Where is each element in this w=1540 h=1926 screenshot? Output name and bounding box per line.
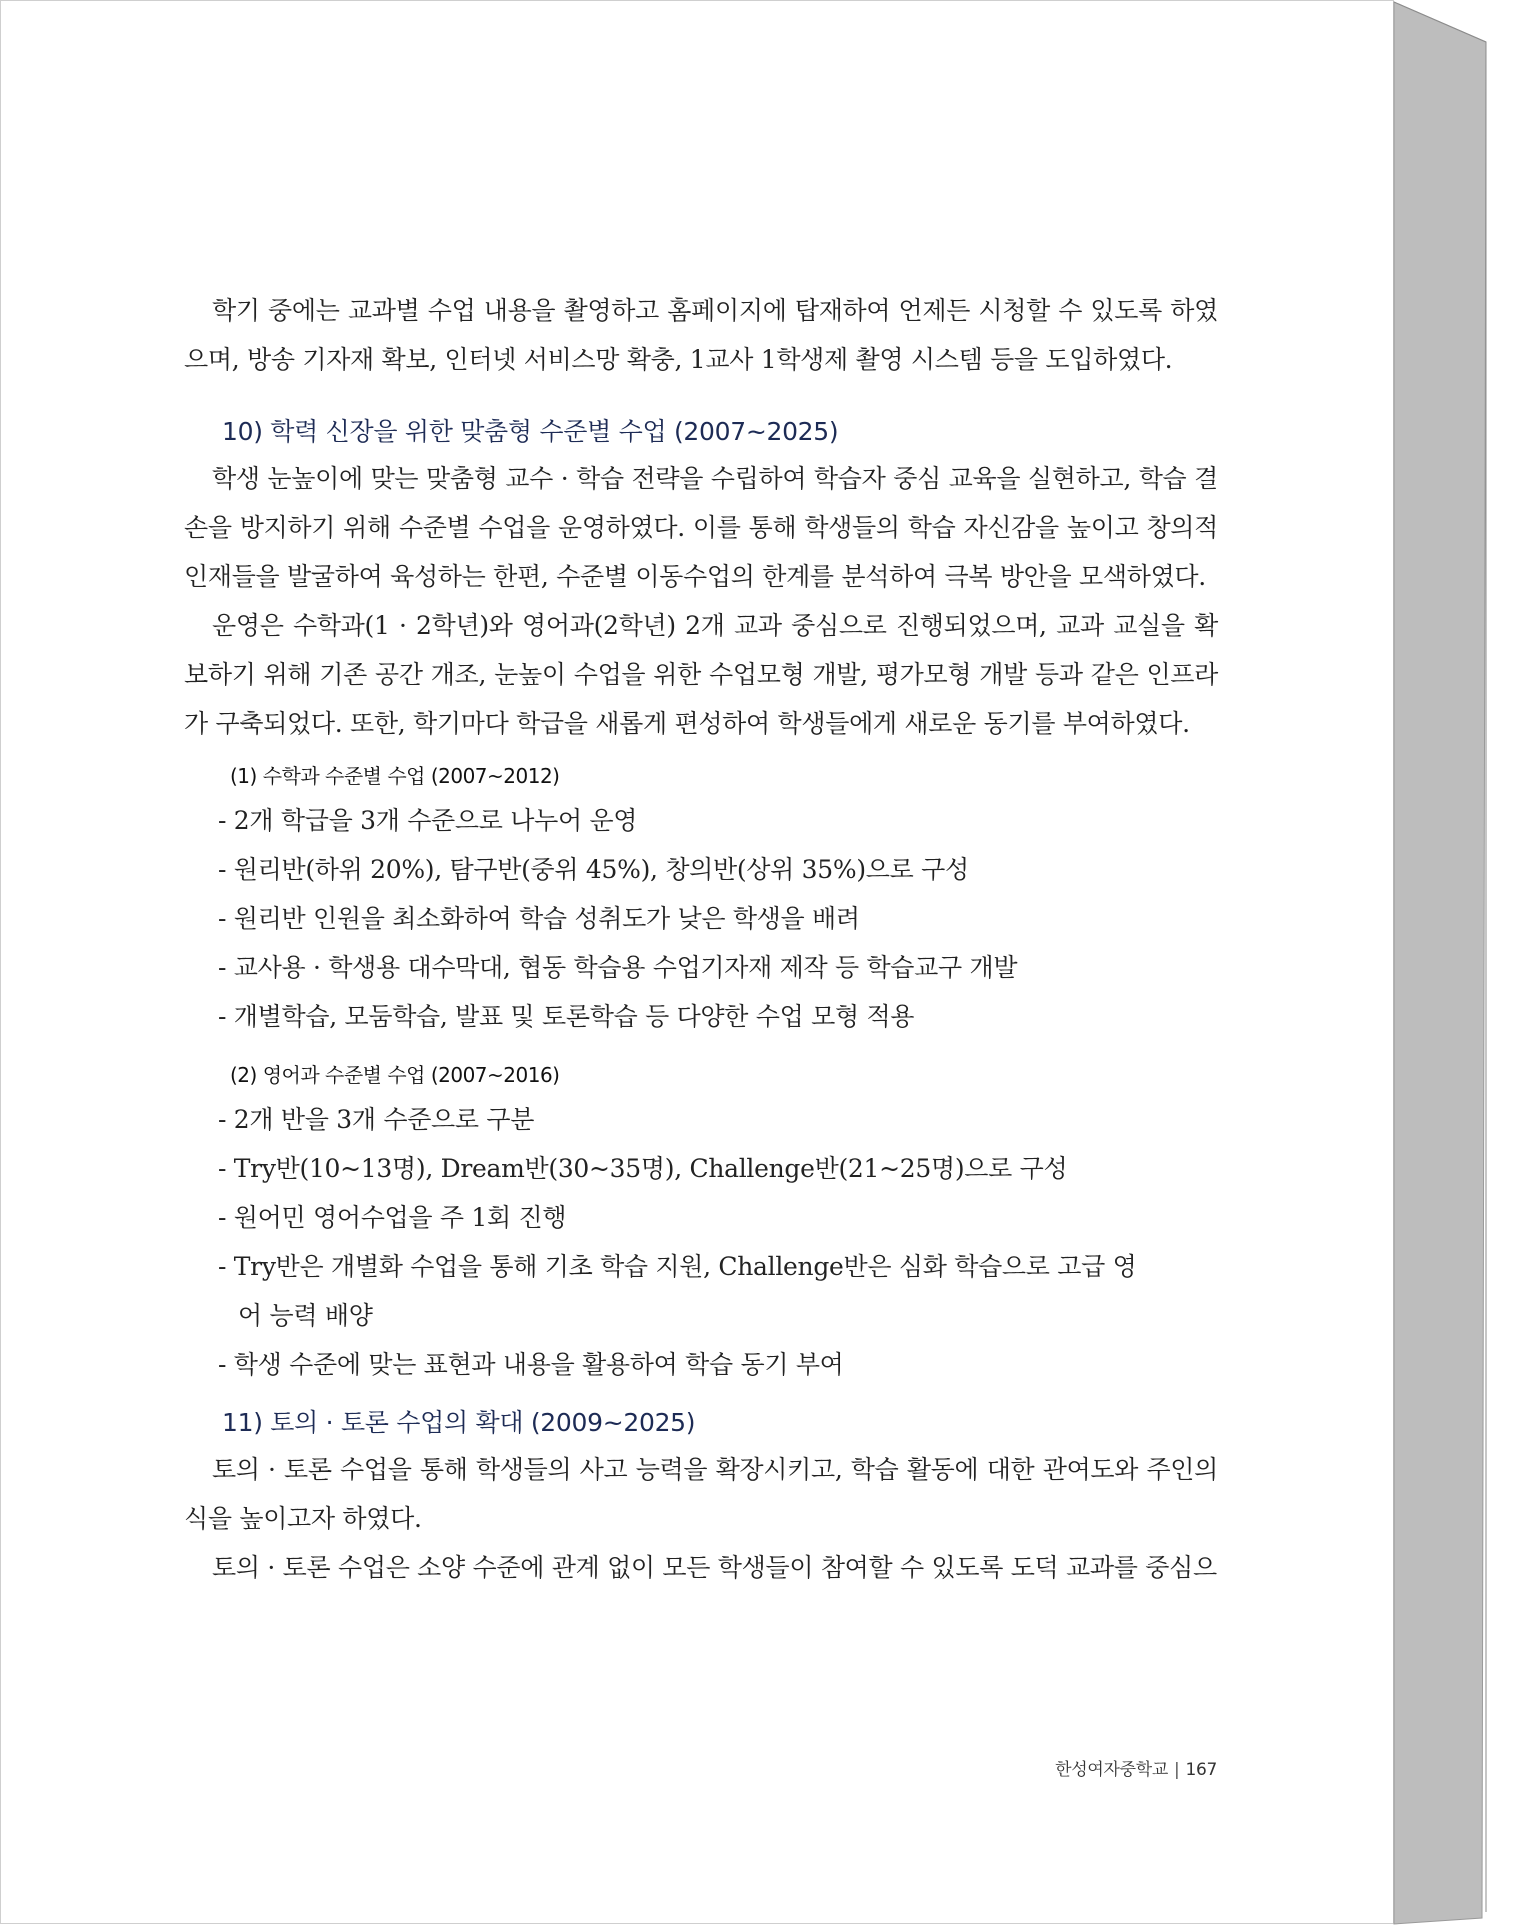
- page-content: [184, 286, 1218, 1592]
- list-item: - Try반(10~13명), Dream반(30~35명), Challenge반(21~25명)으로 구성: [218, 1154, 1068, 1183]
- list-item: - 교사용 · 학생용 대수막대, 협동 학습용 수업기자재 제작 등 학습교구 개발: [218, 953, 1018, 982]
- subsection-math-heading: (1) 수학과 수준별 수업 (2007~2012): [230, 764, 560, 788]
- subsection-english-heading: (2) 영어과 수준별 수업 (2007~2016): [230, 1063, 560, 1087]
- list-item: - Try반은 개별화 수업을 통해 기초 학습 지원, Challenge반은 심화 학습으로 고급 영어 능력 배양: [218, 1252, 1137, 1330]
- section-10-paragraph: 학생 눈높이에 맞는 맞춤형 교수 · 학습 전략을 수립하여 학습자 중심 교육을 실현하고, 학습 결손을 방지하기 위해 수준별 수업을 운영하였다. 이를 통해 학생들의 학습 자신감을 높이고 창의적 인재들을 발굴하여 육성하는 한편, 수준별 이동수업의 한계를 분석하여 극복 방안을 모색하였다.: [184, 464, 1218, 591]
- list-item: - 원리반 인원을 최소화하여 학습 성취도가 낮은 학생을 배려: [218, 904, 860, 933]
- section-11-heading: 11) 토의 · 토론 수업의 확대 (2009~2025): [222, 1408, 696, 1437]
- footer-school-name: 한성여자중학교: [1055, 1760, 1168, 1780]
- list-item: - 학생 수준에 맞는 표현과 내용을 활용하여 학습 동기 부여: [218, 1350, 844, 1379]
- intro-paragraph: 학기 중에는 교과별 수업 내용을 촬영하고 홈페이지에 탑재하여 언제든 시청할 수 있도록 하였으며, 방송 기자재 확보, 인터넷 서비스망 확충, 1교사 1학생제 촬영 시스템 등을 도입하였다.: [184, 296, 1218, 374]
- list-item: - 2개 반을 3개 수준으로 구분: [218, 1105, 535, 1134]
- list-item: - 원어민 영어수업을 주 1회 진행: [218, 1203, 567, 1232]
- book-edge-line: [1394, 2, 1486, 1912]
- book-side-panel: [1394, 2, 1486, 1924]
- section-11-paragraph: 토의 · 토론 수업은 소양 수준에 관계 없이 모든 학생들이 참여할 수 있도록 도덕 교과를 중심으: [212, 1553, 1217, 1582]
- math-list: [184, 796, 1218, 1041]
- english-list: [184, 1095, 1218, 1389]
- section-11-paragraph: 토의 · 토론 수업을 통해 학생들의 사고 능력을 확장시키고, 학습 활동에 대한 관여도와 주인의식을 높이고자 하였다.: [184, 1455, 1218, 1533]
- list-item: - 개별학습, 모둠학습, 발표 및 토론학습 등 다양한 수업 모형 적용: [218, 1002, 915, 1031]
- page-number: 167: [1185, 1760, 1217, 1780]
- list-item: - 2개 학급을 3개 수준으로 나누어 운영: [218, 806, 638, 835]
- footer-separator: |: [1174, 1760, 1180, 1780]
- list-item: - 원리반(하위 20%), 탐구반(중위 45%), 창의반(상위 35%)으로 구성: [218, 855, 969, 884]
- section-10-paragraph: 운영은 수학과(1 · 2학년)와 영어과(2학년) 2개 교과 중심으로 진행되었으며, 교과 교실을 확보하기 위해 기존 공간 개조, 눈높이 수업을 위한 수업모형 개발, 평가모형 개발 등과 같은 인프라가 구축되었다. 또한, 학기마다 학급을 새롭게 편성하여 학생들에게 새로운 동기를 부여하였다.: [184, 611, 1218, 738]
- page-footer: [901, 1755, 1217, 1780]
- section-10-heading: 10) 학력 신장을 위한 맞춤형 수준별 수업 (2007~2025): [222, 417, 839, 446]
